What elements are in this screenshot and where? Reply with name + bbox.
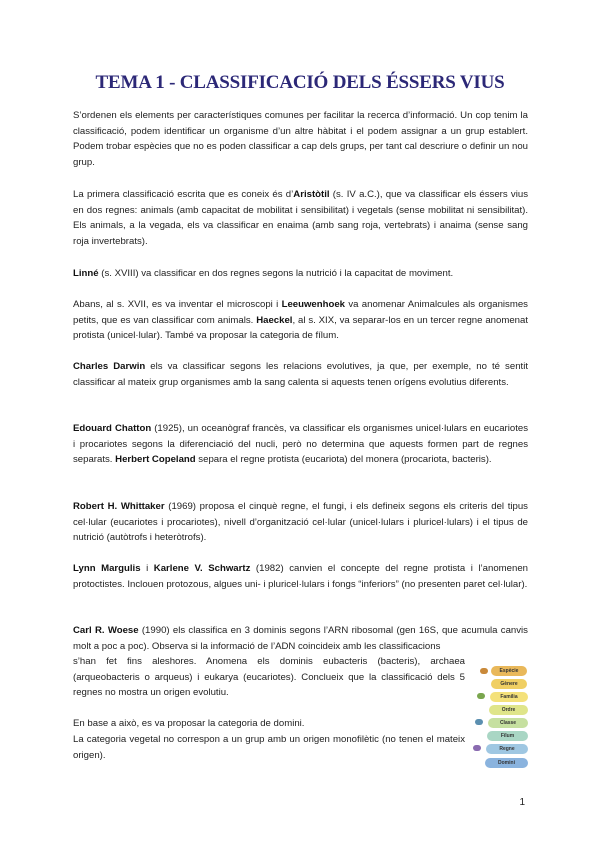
name-haeckel: Haeckel <box>256 314 293 326</box>
name-copeland: Herbert Copeland <box>115 454 196 465</box>
paragraph-leeuwenhoek: Abans, al s. XVII, es va inventar el microscopi i Leeuwenhoek va anomenar Animalcules als organismes petits, que es van classificar com animals. Haeckel, al s. XIX, va separar-los en un tercer regne anomenat protista (unicel·lular). També va proposar la categoria de fílum. <box>73 299 528 341</box>
rank-ordre: Ordre <box>489 705 528 715</box>
rank-familia: Família <box>490 692 528 702</box>
rank-classe: Classe <box>488 718 528 728</box>
name-chatton: Edouard Chatton <box>73 423 152 434</box>
name-whittaker: Robert H. Whittaker <box>73 501 165 512</box>
rank-filum: Fílum <box>487 731 528 741</box>
name-margulis: Lynn Margulis <box>73 563 141 574</box>
rank-domini: Domini <box>485 758 528 768</box>
taxonomy-ranks-figure <box>470 664 528 772</box>
organism-icon <box>473 745 481 751</box>
name-leeuwenhoek: Leeuwenhoek <box>281 299 346 310</box>
name-woese: Carl R. Woese <box>73 625 139 636</box>
paragraph-aristotil: La primera classificació escrita que es coneix és d’Aristòtil (s. IV a.C.), que va classificar els éssers vius en dos regnes: animals (amb capacitat de mobilitat i sensibilitat) i vegetals (sense mobilitat ni sensibilitat). Els animals, a la vegada, els va classificar en enaima (amb sang roja, vertebrats) i anaima (sense sang roja invertebrats). <box>73 189 528 247</box>
paragraph-woese-cont: s’han fet fins aleshores. Anomena els dominis eubacteris (bacteris), archaea (arqueobacteris o arqueus) i eukarya (eucariotes). Conclueix que la classificació dels 5 regnes no mostra un origen evolutiu. <box>73 656 465 698</box>
rank-regne: Regne <box>486 744 528 754</box>
name-schwartz: Karlene V. Schwartz <box>153 563 251 574</box>
name-darwin: Charles Darwin <box>73 361 146 372</box>
paragraph-whittaker: Robert H. Whittaker (1969) proposa el cinquè regne, el fungi, i els defineix segons els criteris del tipus cel·lular (eucariotes i procariotes), nivell d’organització cel·lular (unicel·lulars i pluricel·lulars) i el tipus de nutrició (autòtrofs i heteròtrofs). <box>73 501 528 543</box>
page-title: TEMA 1 - CLASSIFICACIÓ DELS ÉSSERS VIUS <box>95 72 505 93</box>
organism-icon <box>480 668 488 674</box>
paragraph-margulis: Lynn Margulis i Karlene V. Schwartz (1982) canvien el concepte del regne protista i l’anomenen protoctistes. Inclouen protozous, algues uni- i pluricel·lulars i fongs “inferiors” (no presenten paret cel·lular). <box>73 563 528 590</box>
page-number: 1 <box>519 797 525 808</box>
paragraph-darwin: Charles Darwin els va classificar segons les relacions evolutives, ja que, per exemple, no té sentit classificar al mateix grup organismes amb la sang calenta si aquests tenen orígens evolutius diferents. <box>73 361 528 388</box>
paragraph-domini: En base a això, es va proposar la categoria de domini. <box>73 718 305 729</box>
paragraph-chatton: Edouard Chatton (1925), un oceanògraf francès, va classificar els organismes unicel·lulars en eucariotes i procariotes segons la diferenciació del nucli, però no determina que aquests formen part de regnes separats. Herbert Copeland separa el regne protista (eucariota) del monera (procariota, bacteris). <box>73 423 528 465</box>
name-aristotil: Aristòtil <box>293 189 330 200</box>
rank-genere: Gènere <box>491 679 527 689</box>
paragraph-intro: S’ordenen els elements per característiques comunes per facilitar la recerca d’informació. Un cop tenim la classificació, podem identificar un organisme d’un altre hàbitat i el podem assignar a un grup establert. Podem trobar espècies que no es poden classificar a cap dels grups, per tant cal descriure o definir un nou grup. <box>73 110 528 168</box>
rank-especie: Espècie <box>491 666 527 676</box>
paragraph-woese: Carl R. Woese (1990) els classifica en 3 dominis segons l’ARN ribosomal (gen 16S, que acumula canvis molt a poc a poc). Observa si la informació de l’ADN coincideix amb les classificacions <box>73 625 528 652</box>
paragraph-linne: Linné (s. XVIII) va classificar en dos regnes segons la nutrició i la capacitat de moviment. <box>73 268 454 279</box>
name-linne: Linné <box>73 268 99 279</box>
paragraph-vegetal: La categoria vegetal no correspon a un grup amb un origen monofilètic (no tenen el mateix origen). <box>73 734 465 761</box>
organism-icon <box>477 693 485 699</box>
organism-icon <box>475 719 483 725</box>
